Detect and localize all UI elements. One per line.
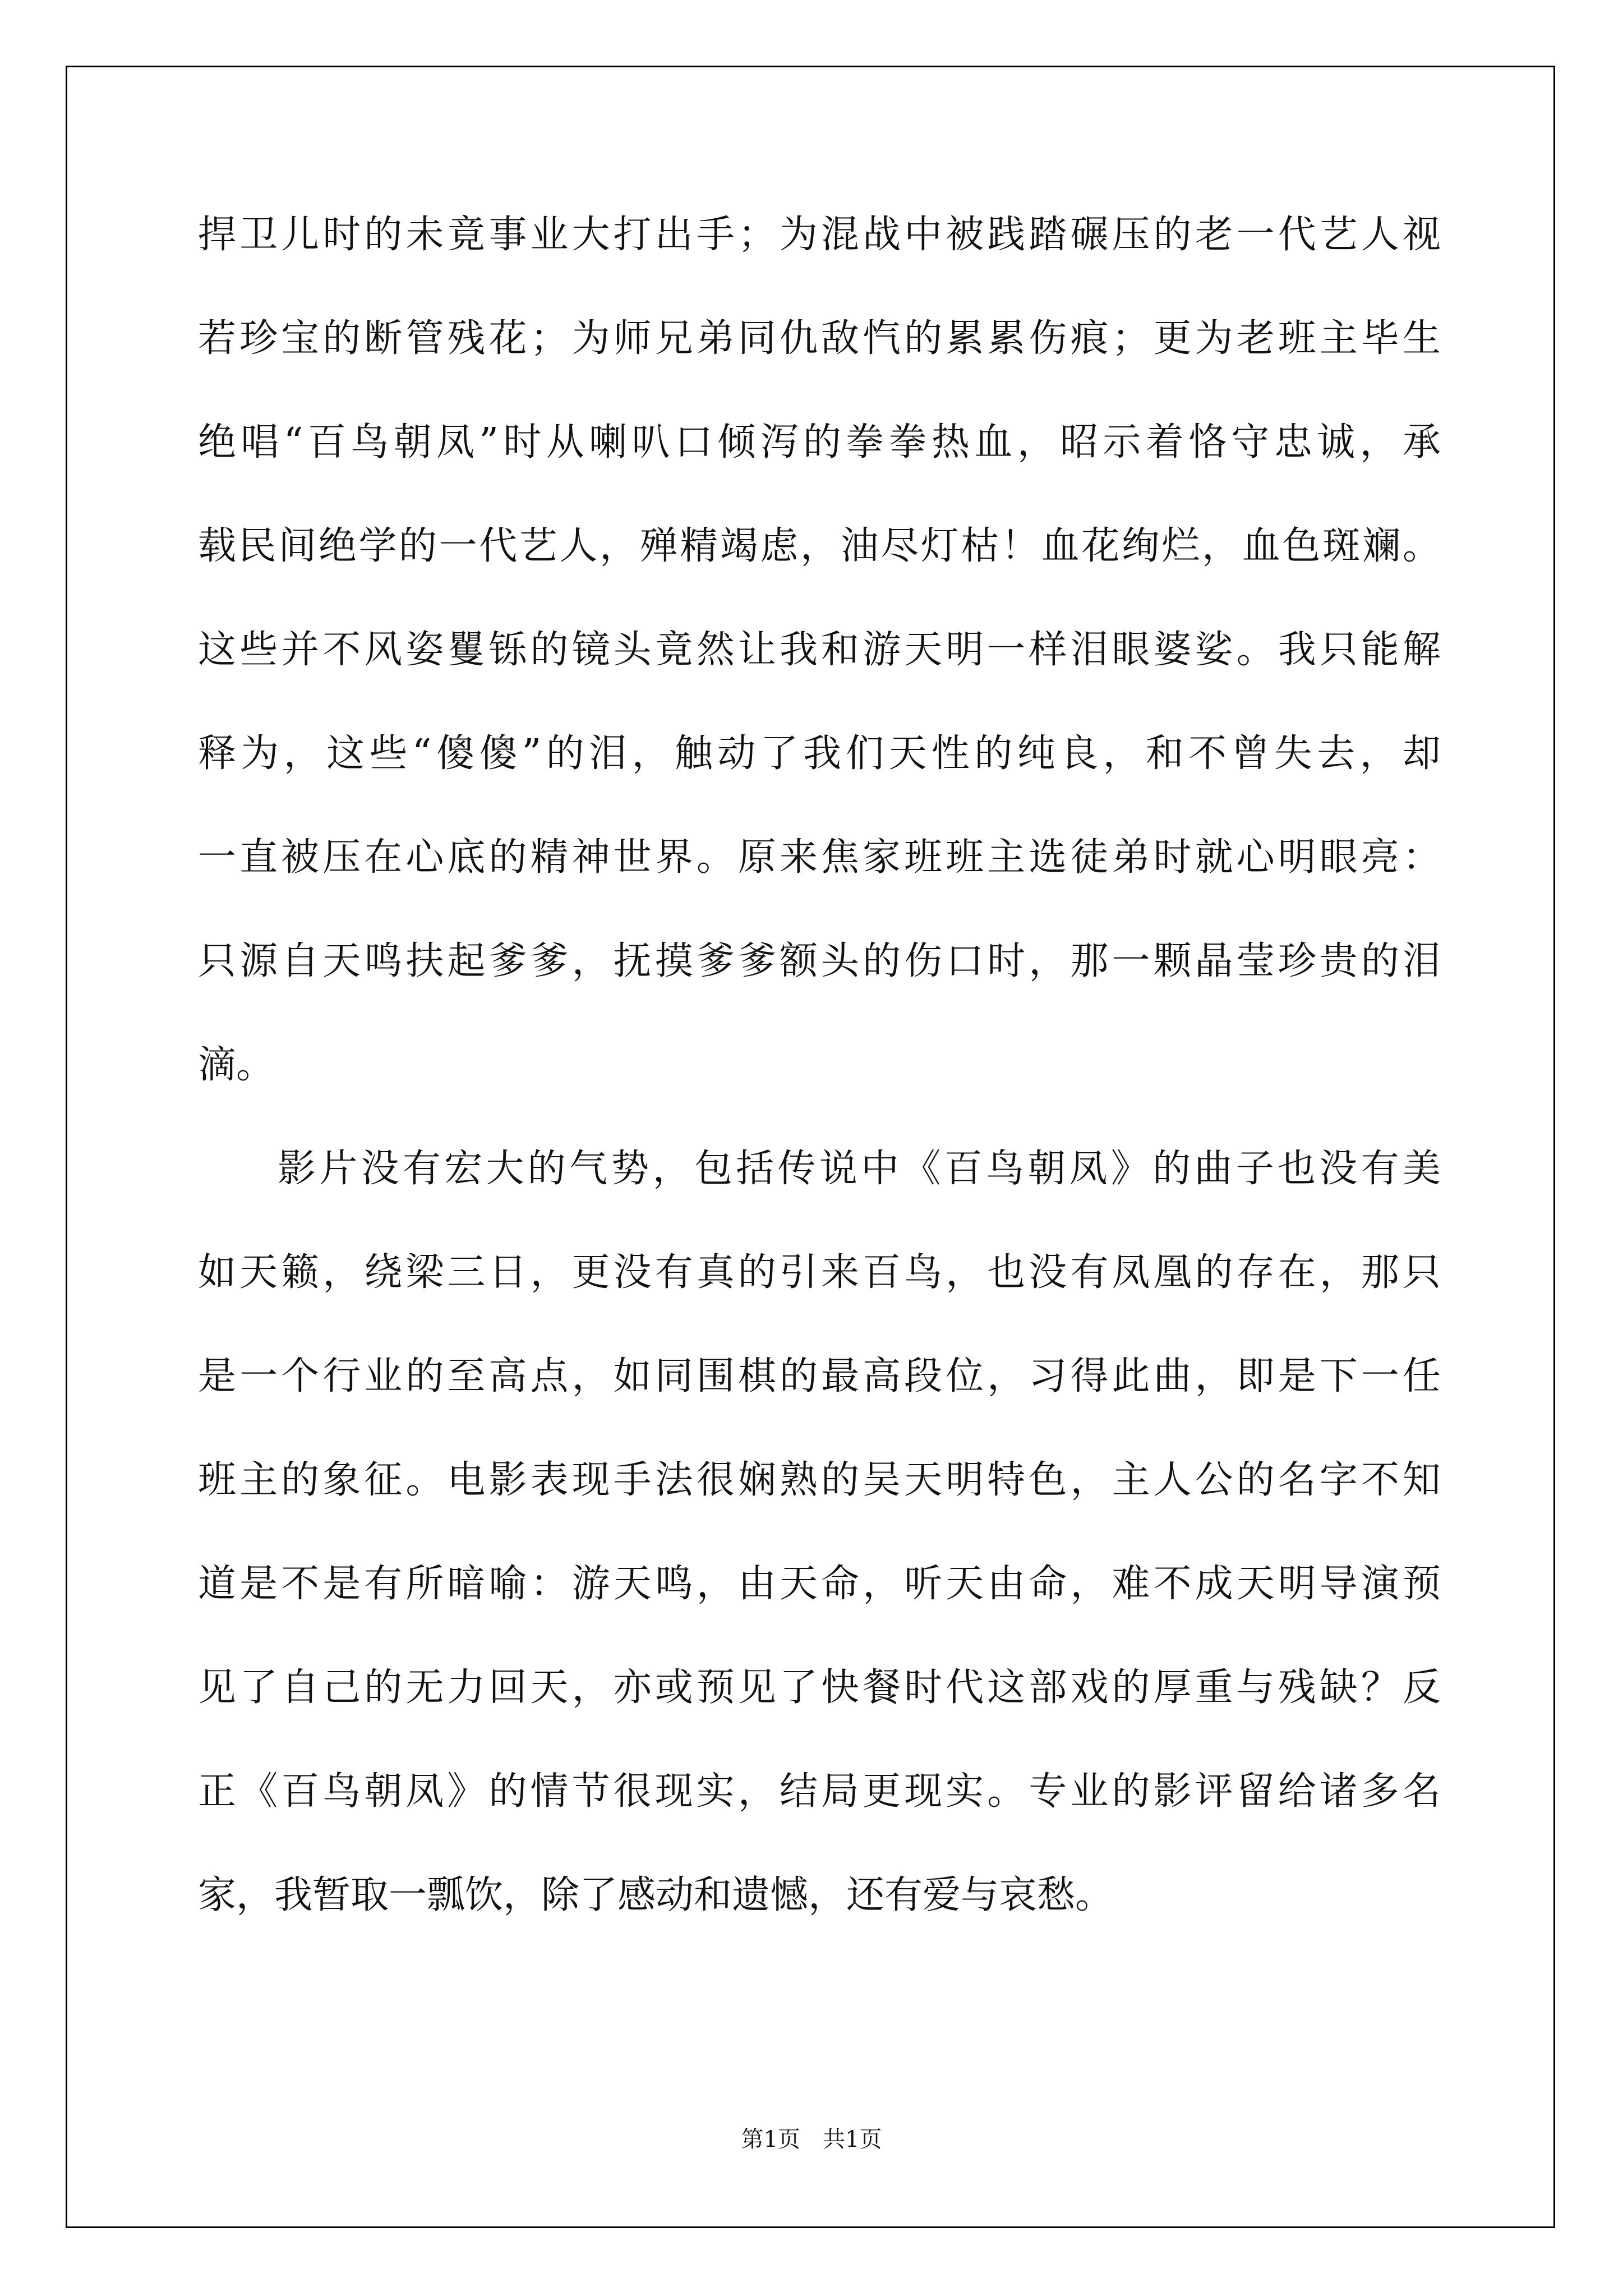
text-line: 载民间绝学的一代艺人，殚精竭虑，油尽灯枯！血花绚烂，血色斑斓。	[198, 524, 1441, 568]
text-line: 捍卫儿时的未竟事业大打出手；为混战中被践踏碾压的老一代艺人视	[198, 213, 1441, 257]
document-body	[198, 213, 1441, 1980]
text-line: 释为，这些“傻傻”的泪，触动了我们天性的纯良，和不曾失去，却	[198, 731, 1441, 776]
text-line: 班主的象征。电影表现手法很娴熟的吴天明特色，主人公的名字不知	[198, 1458, 1441, 1502]
paragraph-end-line: 家，我暂取一瓢饮，除了感动和遗憾，还有爱与哀愁。	[198, 1873, 1114, 1917]
text-line: 这些并不风姿矍铄的镜头竟然让我和游天明一样泪眼婆娑。我只能解	[198, 628, 1441, 672]
text-line: 一直被压在心底的精神世界。原来焦家班班主选徒弟时就心明眼亮：	[198, 835, 1441, 880]
page-number-footer: 第1页 共1页	[741, 2127, 882, 2152]
text-line: 若珍宝的断管残花；为师兄弟同仇敌忾的累累伤痕；更为老班主毕生	[198, 316, 1441, 361]
paragraph-start-line: 影片没有宏大的气势，包括传说中《百鸟朝凤》的曲子也没有美	[278, 1147, 1441, 1191]
text-line: 如天籁，绕梁三日，更没有真的引来百鸟，也没有凤凰的存在，那只	[198, 1250, 1441, 1295]
text-line: 绝唱“百鸟朝凤”时从喇叭口倾泻的拳拳热血，昭示着恪守忠诚，承	[198, 420, 1441, 464]
paragraph-end-line: 滴。	[198, 1043, 275, 1087]
text-line: 道是不是有所暗喻：游天鸣，由天命，听天由命，难不成天明导演预	[198, 1562, 1441, 1606]
text-line: 正《百鸟朝凤》的情节很现实，结局更现实。专业的影评留给诸多名	[198, 1769, 1441, 1814]
text-line: 见了自己的无力回天，亦或预见了快餐时代这部戏的厚重与残缺？反	[198, 1665, 1441, 1710]
text-line: 是一个行业的至高点，如同围棋的最高段位，习得此曲，即是下一任	[198, 1354, 1441, 1398]
text-line: 只源自天鸣扶起爹爹，抚摸爹爹额头的伤口时，那一颗晶莹珍贵的泪	[198, 939, 1441, 983]
